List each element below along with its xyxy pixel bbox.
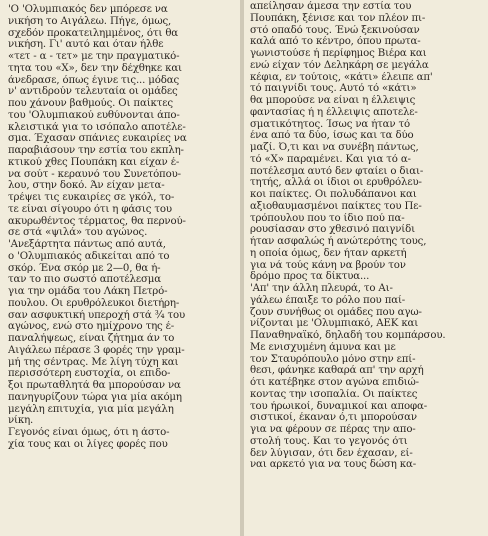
text-line: τό παιγνίδι τους. Αυτό τό «κάτι» — [250, 83, 417, 95]
text-line: τρέψει τις ευκαιρίες σε γκόλ, το- — [8, 192, 175, 203]
text-line: τον Σταυρόπουλο μόνο στην επί- — [250, 353, 416, 365]
text-line: ποτέλεσμα αυτό δεν φταίει ο διαι- — [250, 165, 424, 177]
text-line: τό «Χ» παραμένει. Και για τό α- — [250, 153, 411, 165]
text-line: θα μπορούσε να είναι η έλλειψις — [250, 95, 416, 106]
text-line: απείλησαν άμεσα την εστία του — [250, 1, 412, 12]
article-column-left — [0, 0, 240, 536]
text-line: λου, στην δοκό. Άν είχαν μετα- — [8, 180, 165, 192]
text-line: τητα του «Χ», δεν την δέχθηκε και — [8, 62, 182, 74]
text-line: αξιοθαυμασμένοι παίκτες του Πε- — [250, 200, 422, 212]
text-line: σιστικοί, έκαναν ό,τι μπορούσαν — [250, 412, 417, 424]
text-line: δρόμο προς τα δίκτυα... — [250, 271, 370, 283]
text-line: που χάνουν βαθμούς. Οι παίκτες — [8, 98, 173, 109]
text-line: τε είναι σίγουρο ότι η φάσις του — [8, 203, 172, 215]
text-line: ακυρωθέντος τέρματος, θα περνού- — [8, 215, 186, 227]
text-line: θεσι, φάνηκε καθαρά απ' την αρχή — [250, 365, 424, 377]
text-line: καλά από το κέντρο, όπου πρωτα- — [250, 36, 421, 48]
text-line: Γεγονός είναι όμως, ότι η άστο- — [8, 427, 170, 438]
text-line: δεν λύγισαν, ότι δεν έχασαν, εί- — [250, 447, 413, 459]
text-line: ν' αντιδρούν τελευταία οι ομάδες — [8, 86, 178, 98]
text-line: μεγάλη επιτυχία, για μία μεγάλη — [8, 403, 174, 415]
text-line: νίζονται με 'Ολυμπιακό, ΑΕΚ και — [250, 318, 419, 330]
text-line: στό οπαδό τους. Ένώ ξεκινούσαν — [250, 24, 420, 36]
text-line: μαζί. Ό,τι και να συνέβη πάντως, — [250, 142, 419, 153]
text-line: σματικότητος. Ίσως να ήταν τό — [250, 118, 410, 130]
text-line: αγώνος, ενώ στο ημίχρονο της έ- — [8, 321, 175, 333]
text-line: σαν ασφυκτική υπεροχή στά ¾ του — [8, 309, 186, 321]
text-line: για νά τούς κάνη να βρούν τον — [250, 259, 406, 271]
text-line: σχεδόν προκατειλημμένος, ότι θα — [8, 27, 179, 39]
text-line: ρουσίασαν στο χθεσινό παιγνίδι — [250, 224, 415, 236]
article-column-right — [244, 0, 488, 536]
text-line: του 'Ολυμπιακού ευθύνονται άπο- — [8, 109, 180, 121]
text-line: κέφια, εν τούτοις, «κάτι» έλειπε απ' — [250, 71, 433, 83]
text-line: ταν το πιο σωστό αποτέλεσμα — [8, 274, 162, 286]
text-line: η οποία όμως, δεν ήταν αρκετή — [250, 247, 407, 259]
text-line: νίκη. — [8, 415, 34, 427]
text-line: γωνιστούσε ή περίφημος Βιέρα και — [250, 48, 427, 59]
text-line: φαντασίας ή η έλλειψις αποτελε- — [250, 106, 418, 118]
text-line: 'Ανεξάρτητα πάντως από αυτά, — [8, 239, 166, 250]
text-line: κοντας την ισοπαλία. Οι παίκτες — [250, 388, 418, 400]
text-line: Με ενισχυμένη άμυνα και με — [250, 341, 396, 353]
text-line: νικήση. Γι' αυτό και όταν ήλθε — [8, 39, 164, 51]
text-line: πουλου. Οι ερυθρόλευκοι διετήρη- — [8, 297, 180, 309]
text-line: ενώ είχαν τόν Δεληκάρη σε μεγάλα — [250, 59, 429, 71]
text-line: να σούτ - κεραυνό του Συνετόπου- — [8, 168, 181, 180]
text-line: «τετ - α - τετ» με την πραγματικό- — [8, 51, 180, 62]
text-line: Παναθηναϊκό, δηλαδή του κομπάρσου. — [250, 330, 446, 341]
text-line: στολή τους. Και το γεγονός ότι — [250, 435, 408, 447]
text-line: 'Απ' την άλλη πλευρά, το Αι- — [250, 283, 393, 294]
text-line: χία τους και οι λίγες φορές που — [8, 438, 168, 450]
text-line: ζουν συνήθως οι ομάδες που αγω- — [250, 306, 422, 318]
text-line: τρόπουλου που το ίδιο πού πα- — [250, 212, 405, 224]
text-line: σε στά «ψιλά» του αγώνος. — [8, 227, 148, 239]
text-line: σμα. Έχασαν σπάνιες ευκαιρίες να — [8, 133, 187, 145]
text-line: νικήση το Αιγάλεω. Πήγε, όμως, — [8, 15, 172, 27]
text-line: για να φέρουν σε πέρας την απο- — [250, 424, 416, 435]
text-line: κοι παίκτες. Οι πολυδάπανοι και — [250, 189, 417, 200]
text-line: ναι αρκετό για να τους δώση κα- — [250, 459, 417, 471]
text-line: του ήρωικοί, δυναμικοί και αποφα- — [250, 400, 428, 412]
text-line: ξοι πρωταθλητά θα μπορούσαν να — [8, 380, 181, 391]
text-line: πανηγυρίζουν τώρα για μία ακόμη — [8, 391, 182, 403]
text-line: ότι κατέβηκε στον αγώνα επιδιώ- — [250, 377, 419, 388]
text-line: περισσότερη ευστοχία, οι επιδο- — [8, 368, 171, 380]
text-line: κλειστικά για το ισόπαλο αποτέλε- — [8, 121, 186, 133]
text-line: παναλήψεως, είναι ζήτημα άν το — [8, 333, 175, 344]
text-line: γάλεω έπαιξε το ρόλο που παί- — [250, 294, 406, 306]
text-line: 'Ο 'Ολυμπιακός δεν μπόρεσε να — [8, 4, 168, 15]
text-line: παραβιάσουν την εστία του εκπλη- — [8, 145, 184, 156]
text-line: τητής, αλλά οι ίδιοι οι ερυθρόλευ- — [250, 177, 422, 189]
text-line: κτικού χθες Πουπάκη και είχαν έ- — [8, 156, 180, 168]
text-line: άνεδρασε, όπως έγινε τις... μόδας — [8, 74, 180, 86]
text-line: σκόρ. Ένα σκόρ με 2—0, θα ή- — [8, 262, 161, 274]
text-line: ένα από τα δύο, ίσως και τα δύο — [250, 130, 414, 142]
text-line: ο 'Ολυμπιακός αδικείται από το — [8, 250, 170, 262]
text-line: Αιγάλεω πέρασε 3 φορές την γραμ- — [8, 344, 185, 356]
text-line: Πουπάκη, ξένισε και τον πλέον πι- — [250, 12, 426, 24]
text-line: για την ομάδα του Λάκη Πετρό- — [8, 286, 168, 297]
text-line: ήταν ασφαλώς ή ανώτερότης τους, — [250, 236, 427, 247]
text-line: μή της σέντρας. Με λίγη τύχη και — [8, 356, 179, 368]
